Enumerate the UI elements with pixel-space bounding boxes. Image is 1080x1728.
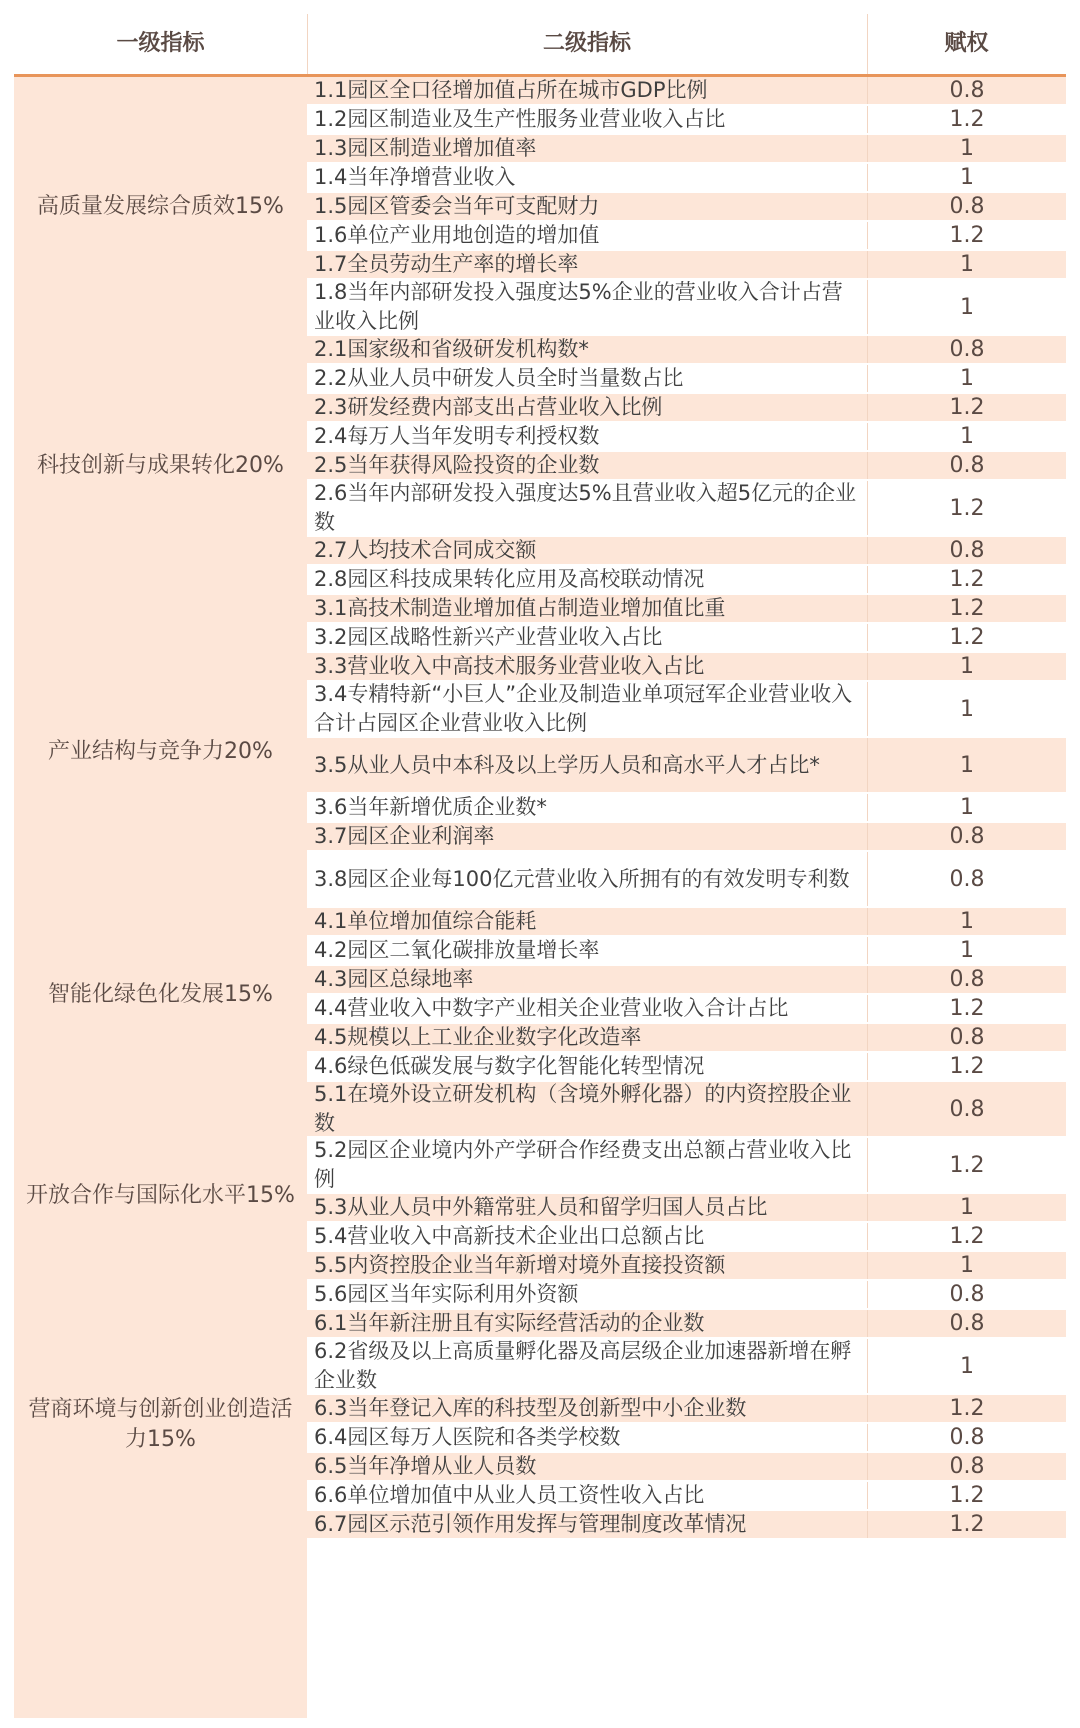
table-row <box>307 794 1066 823</box>
secondary-indicator-cell: 4.6绿色低碳发展与数字化智能化转型情况 <box>314 1054 705 1078</box>
weight-cell: 1.2 <box>867 566 1066 593</box>
weight-cell: 0.8 <box>867 537 1066 564</box>
secondary-indicator-cell: 5.1在境外设立研发机构（含境外孵化器）的内资控股企业数 <box>314 1082 852 1135</box>
table-row <box>307 1424 1066 1453</box>
secondary-indicator-cell: 4.5规模以上工业企业数字化改造率 <box>314 1025 642 1049</box>
primary-indicator-label: 智能化绿色化发展15% <box>48 982 273 1007</box>
weight-cell: 1 <box>867 908 1066 935</box>
table-row <box>307 1310 1066 1339</box>
table-row <box>307 966 1066 995</box>
table-row <box>307 135 1066 164</box>
table-row <box>307 222 1066 251</box>
primary-indicator-label: 营商环境与创新创业创造活力15% <box>28 1397 293 1452</box>
table-row <box>307 595 1066 624</box>
table-row <box>307 653 1066 682</box>
secondary-indicator-cell: 4.2园区二氧化碳排放量增长率 <box>314 938 600 962</box>
weight-cell: 1 <box>867 794 1066 821</box>
secondary-indicator-cell: 2.5当年获得风险投资的企业数 <box>314 453 600 477</box>
table-row <box>307 566 1066 595</box>
secondary-indicator-cell: 3.3营业收入中高技术服务业营业收入占比 <box>314 654 705 678</box>
table-row <box>307 908 1066 937</box>
weight-cell: 0.8 <box>867 852 1066 906</box>
table-header <box>14 14 1066 77</box>
table-row <box>307 937 1066 966</box>
table-row <box>307 682 1066 738</box>
weight-cell: 1.2 <box>867 1482 1066 1509</box>
table-row <box>307 995 1066 1024</box>
weight-cell: 1.2 <box>867 106 1066 133</box>
table-row <box>307 423 1066 452</box>
secondary-indicator-cell: 1.6单位产业用地创造的增加值 <box>314 223 600 247</box>
secondary-indicator-cell: 1.1园区全口径增加值占所在城市GDP比例 <box>314 78 708 102</box>
weight-cell: 1.2 <box>867 595 1066 622</box>
table-row <box>307 1511 1066 1540</box>
table-row <box>307 624 1066 653</box>
secondary-indicator-cell: 2.6当年内部研发投入强度达5%且营业收入超5亿元的企业数 <box>314 481 857 534</box>
secondary-indicator-cell: 2.2从业人员中研发人员全时当量数占比 <box>314 366 684 390</box>
secondary-indicator-cell: 3.2园区战略性新兴产业营业收入占比 <box>314 625 663 649</box>
primary-indicator-label: 产业结构与竞争力20% <box>48 738 273 764</box>
weight-cell: 1.2 <box>867 394 1066 421</box>
weight-cell: 1 <box>867 164 1066 191</box>
secondary-indicator-cell: 4.1单位增加值综合能耗 <box>314 909 537 933</box>
secondary-indicator-cell: 6.2省级及以上高质量孵化器及高层级企业加速器新增在孵企业数 <box>314 1339 852 1392</box>
weight-cell: 1 <box>867 738 1066 792</box>
secondary-indicator-cell: 5.3从业人员中外籍常驻人员和留学归国人员占比 <box>314 1195 768 1219</box>
weight-cell: 1.2 <box>867 1138 1066 1192</box>
table-row <box>307 193 1066 222</box>
weight-cell: 0.8 <box>867 1024 1066 1051</box>
header-primary-indicator: 一级指标 <box>116 31 205 56</box>
secondary-indicator-cell: 6.1当年新注册且有实际经营活动的企业数 <box>314 1311 705 1335</box>
table-row <box>307 394 1066 423</box>
secondary-indicator-cell: 4.3园区总绿地率 <box>314 967 474 991</box>
table-row <box>307 251 1066 280</box>
weight-cell: 1.2 <box>867 1395 1066 1422</box>
table-row <box>307 1194 1066 1223</box>
secondary-indicator-cell: 1.5园区管委会当年可支配财力 <box>314 194 600 218</box>
table-row <box>307 1453 1066 1482</box>
weight-cell: 1 <box>867 1252 1066 1279</box>
secondary-indicator-cell: 1.7全员劳动生产率的增长率 <box>314 252 579 276</box>
secondary-indicator-cell: 2.7人均技术合同成交额 <box>314 538 537 562</box>
secondary-indicator-cell: 2.8园区科技成果转化应用及高校联动情况 <box>314 567 705 591</box>
weight-cell: 0.8 <box>867 1310 1066 1337</box>
secondary-indicator-cell: 5.4营业收入中高新技术企业出口总额占比 <box>314 1224 705 1248</box>
weight-cell: 1.2 <box>867 481 1066 535</box>
primary-indicator-label: 开放合作与国际化水平15% <box>26 1183 295 1208</box>
secondary-indicator-cell: 1.4当年净增营业收入 <box>314 165 516 189</box>
primary-indicator-label: 高质量发展综合质效15% <box>37 193 284 219</box>
table-row <box>307 336 1066 365</box>
secondary-indicator-cell: 6.3当年登记入库的科技型及创新型中小企业数 <box>314 1396 747 1420</box>
weight-cell: 0.8 <box>867 77 1066 104</box>
secondary-indicator-cell: 3.8园区企业每100亿元营业收入所拥有的有效发明专利数 <box>314 866 850 891</box>
weight-cell: 1 <box>867 365 1066 392</box>
weight-cell: 1.2 <box>867 624 1066 651</box>
table-row <box>307 77 1066 106</box>
secondary-indicator-cell: 1.2园区制造业及生产性服务业营业收入占比 <box>314 107 726 131</box>
secondary-indicator-cell: 3.7园区企业利润率 <box>314 824 495 848</box>
table-row <box>307 164 1066 193</box>
weight-cell: 1 <box>867 135 1066 162</box>
secondary-indicator-cell: 3.5从业人员中本科及以上学历人员和高水平人才占比* <box>314 752 820 777</box>
weight-cell: 1.2 <box>867 1511 1066 1538</box>
table-row <box>307 365 1066 394</box>
secondary-indicator-cell: 6.6单位增加值中从业人员工资性收入占比 <box>314 1483 705 1507</box>
weight-cell: 1 <box>867 423 1066 450</box>
weight-cell: 0.8 <box>867 452 1066 479</box>
indicator-table <box>14 14 1066 1718</box>
table-row <box>307 852 1066 908</box>
table-row <box>307 1138 1066 1194</box>
weight-cell: 0.8 <box>867 193 1066 220</box>
header-weight: 赋权 <box>944 31 989 56</box>
table-body <box>14 77 1066 1718</box>
weight-cell: 0.8 <box>867 336 1066 363</box>
weight-cell: 1.2 <box>867 1223 1066 1250</box>
secondary-indicator-cell: 1.3园区制造业增加值率 <box>314 136 537 160</box>
table-row <box>307 452 1066 481</box>
weight-cell: 1 <box>867 251 1066 278</box>
secondary-indicator-cell: 6.5当年净增从业人员数 <box>314 1454 537 1478</box>
weight-cell: 1.2 <box>867 995 1066 1022</box>
table-row <box>307 1053 1066 1082</box>
primary-indicator-label: 科技创新与成果转化20% <box>37 452 284 478</box>
table-row <box>307 738 1066 794</box>
table-row <box>307 481 1066 537</box>
table-row <box>307 1482 1066 1511</box>
header-secondary-indicator: 二级指标 <box>542 31 631 56</box>
secondary-indicator-rows <box>307 77 1066 1540</box>
secondary-indicator-cell: 5.6园区当年实际利用外资额 <box>314 1282 579 1306</box>
table-row <box>307 1252 1066 1281</box>
secondary-indicator-cell: 2.4每万人当年发明专利授权数 <box>314 424 600 448</box>
weight-cell: 0.8 <box>867 823 1066 850</box>
weight-cell: 1 <box>867 653 1066 680</box>
weight-cell: 0.8 <box>867 1082 1066 1136</box>
weight-cell: 0.8 <box>867 1453 1066 1480</box>
weight-cell: 0.8 <box>867 1281 1066 1308</box>
weight-cell: 1 <box>867 1339 1066 1393</box>
table-row <box>307 823 1066 852</box>
secondary-indicator-cell: 3.4专精特新“小巨人”企业及制造业单项冠军企业营业收入合计占园区企业营业收入比例 <box>314 682 853 735</box>
secondary-indicator-cell: 4.4营业收入中数字产业相关企业营业收入合计占比 <box>314 996 789 1020</box>
secondary-indicator-cell: 5.2园区企业境内外产学研合作经费支出总额占营业收入比例 <box>314 1138 852 1191</box>
weight-cell: 1 <box>867 682 1066 736</box>
weight-cell: 1.2 <box>867 222 1066 249</box>
secondary-indicator-cell: 6.4园区每万人医院和各类学校数 <box>314 1425 621 1449</box>
weight-cell: 1.2 <box>867 1053 1066 1080</box>
secondary-indicator-cell: 2.1国家级和省级研发机构数* <box>314 337 589 361</box>
table-row <box>307 1395 1066 1424</box>
secondary-indicator-cell: 5.5内资控股企业当年新增对境外直接投资额 <box>314 1253 726 1277</box>
secondary-indicator-cell: 3.1高技术制造业增加值占制造业增加值比重 <box>314 596 726 620</box>
table-row <box>307 1223 1066 1252</box>
weight-cell: 1 <box>867 280 1066 334</box>
weight-cell: 0.8 <box>867 1424 1066 1451</box>
secondary-indicator-cell: 6.7园区示范引领作用发挥与管理制度改革情况 <box>314 1512 747 1536</box>
table-row <box>307 1082 1066 1138</box>
weight-cell: 0.8 <box>867 966 1066 993</box>
table-row <box>307 1339 1066 1395</box>
weight-cell: 1 <box>867 937 1066 964</box>
secondary-indicator-cell: 2.3研发经费内部支出占营业收入比例 <box>314 395 663 419</box>
table-row <box>307 1024 1066 1053</box>
table-row <box>307 1281 1066 1310</box>
weight-cell: 1 <box>867 1194 1066 1221</box>
secondary-indicator-cell: 1.8当年内部研发投入强度达5%企业的营业收入合计占营业收入比例 <box>314 280 843 333</box>
table-row <box>307 106 1066 135</box>
table-row <box>307 537 1066 566</box>
secondary-indicator-cell: 3.6当年新增优质企业数* <box>314 795 547 819</box>
table-row <box>307 280 1066 336</box>
